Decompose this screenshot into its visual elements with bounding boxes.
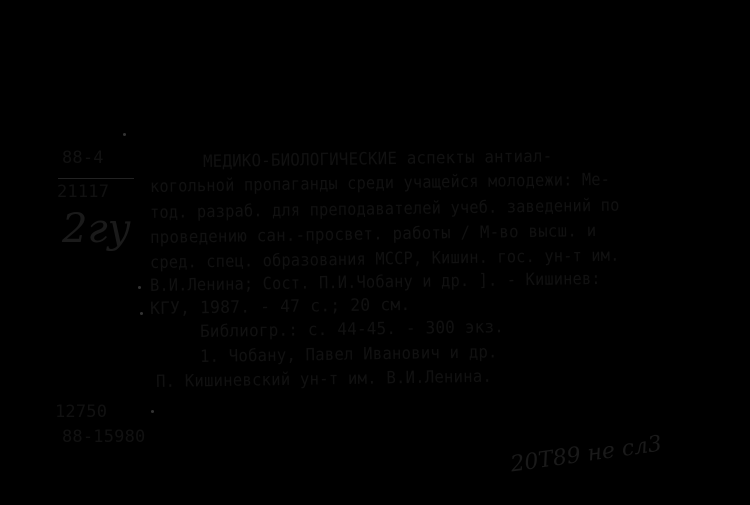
entry-line-10: П. Кишиневский ун-т им. В.И.Ленина. (155, 366, 493, 392)
speck-mark (138, 286, 141, 289)
call-number: 21117 (57, 182, 110, 202)
call-number-top: 88-4 (62, 148, 104, 168)
registration-number: 88-15980 (62, 427, 146, 447)
entry-line-7: КГУ, 1987. - 47 с.; 20 см. (149, 294, 411, 319)
inventory-number: 12750 (55, 402, 108, 422)
handwritten-shelf-mark: 2гу (62, 206, 131, 252)
entry-line-4: проведению сан.-просвет. работы / М-во высш. и (149, 220, 597, 248)
speck-mark (151, 410, 154, 413)
speck-mark (140, 312, 143, 315)
entry-line-2: когольной пропаганды среди учащейся молодежи: Ме- (149, 169, 611, 197)
entry-line-9: 1. Чобану, Павел Иванович и др. (199, 342, 498, 367)
entry-line-1: МЕДИКО-БИОЛОГИЧЕСКИЕ аспекты антиал- (202, 146, 553, 172)
entry-line-5: сред. спец. образования МССР, Кишин. гос. ун-т им. (149, 245, 620, 273)
handwritten-note: 20Т89 не сл3 (509, 431, 664, 478)
call-number-rule (58, 178, 134, 179)
entry-line-3: тод. разраб. для преподавателей учеб. заведений по (149, 195, 620, 223)
entry-line-8: Библиогр.: с. 44-45. - 300 экз. (199, 317, 505, 342)
punch-hole (370, 395, 418, 443)
entry-line-6: В.И.Ленина; Сост. П.И.Чобану и др. ]. - Кишинев: (149, 268, 601, 296)
speck-mark (123, 133, 126, 136)
